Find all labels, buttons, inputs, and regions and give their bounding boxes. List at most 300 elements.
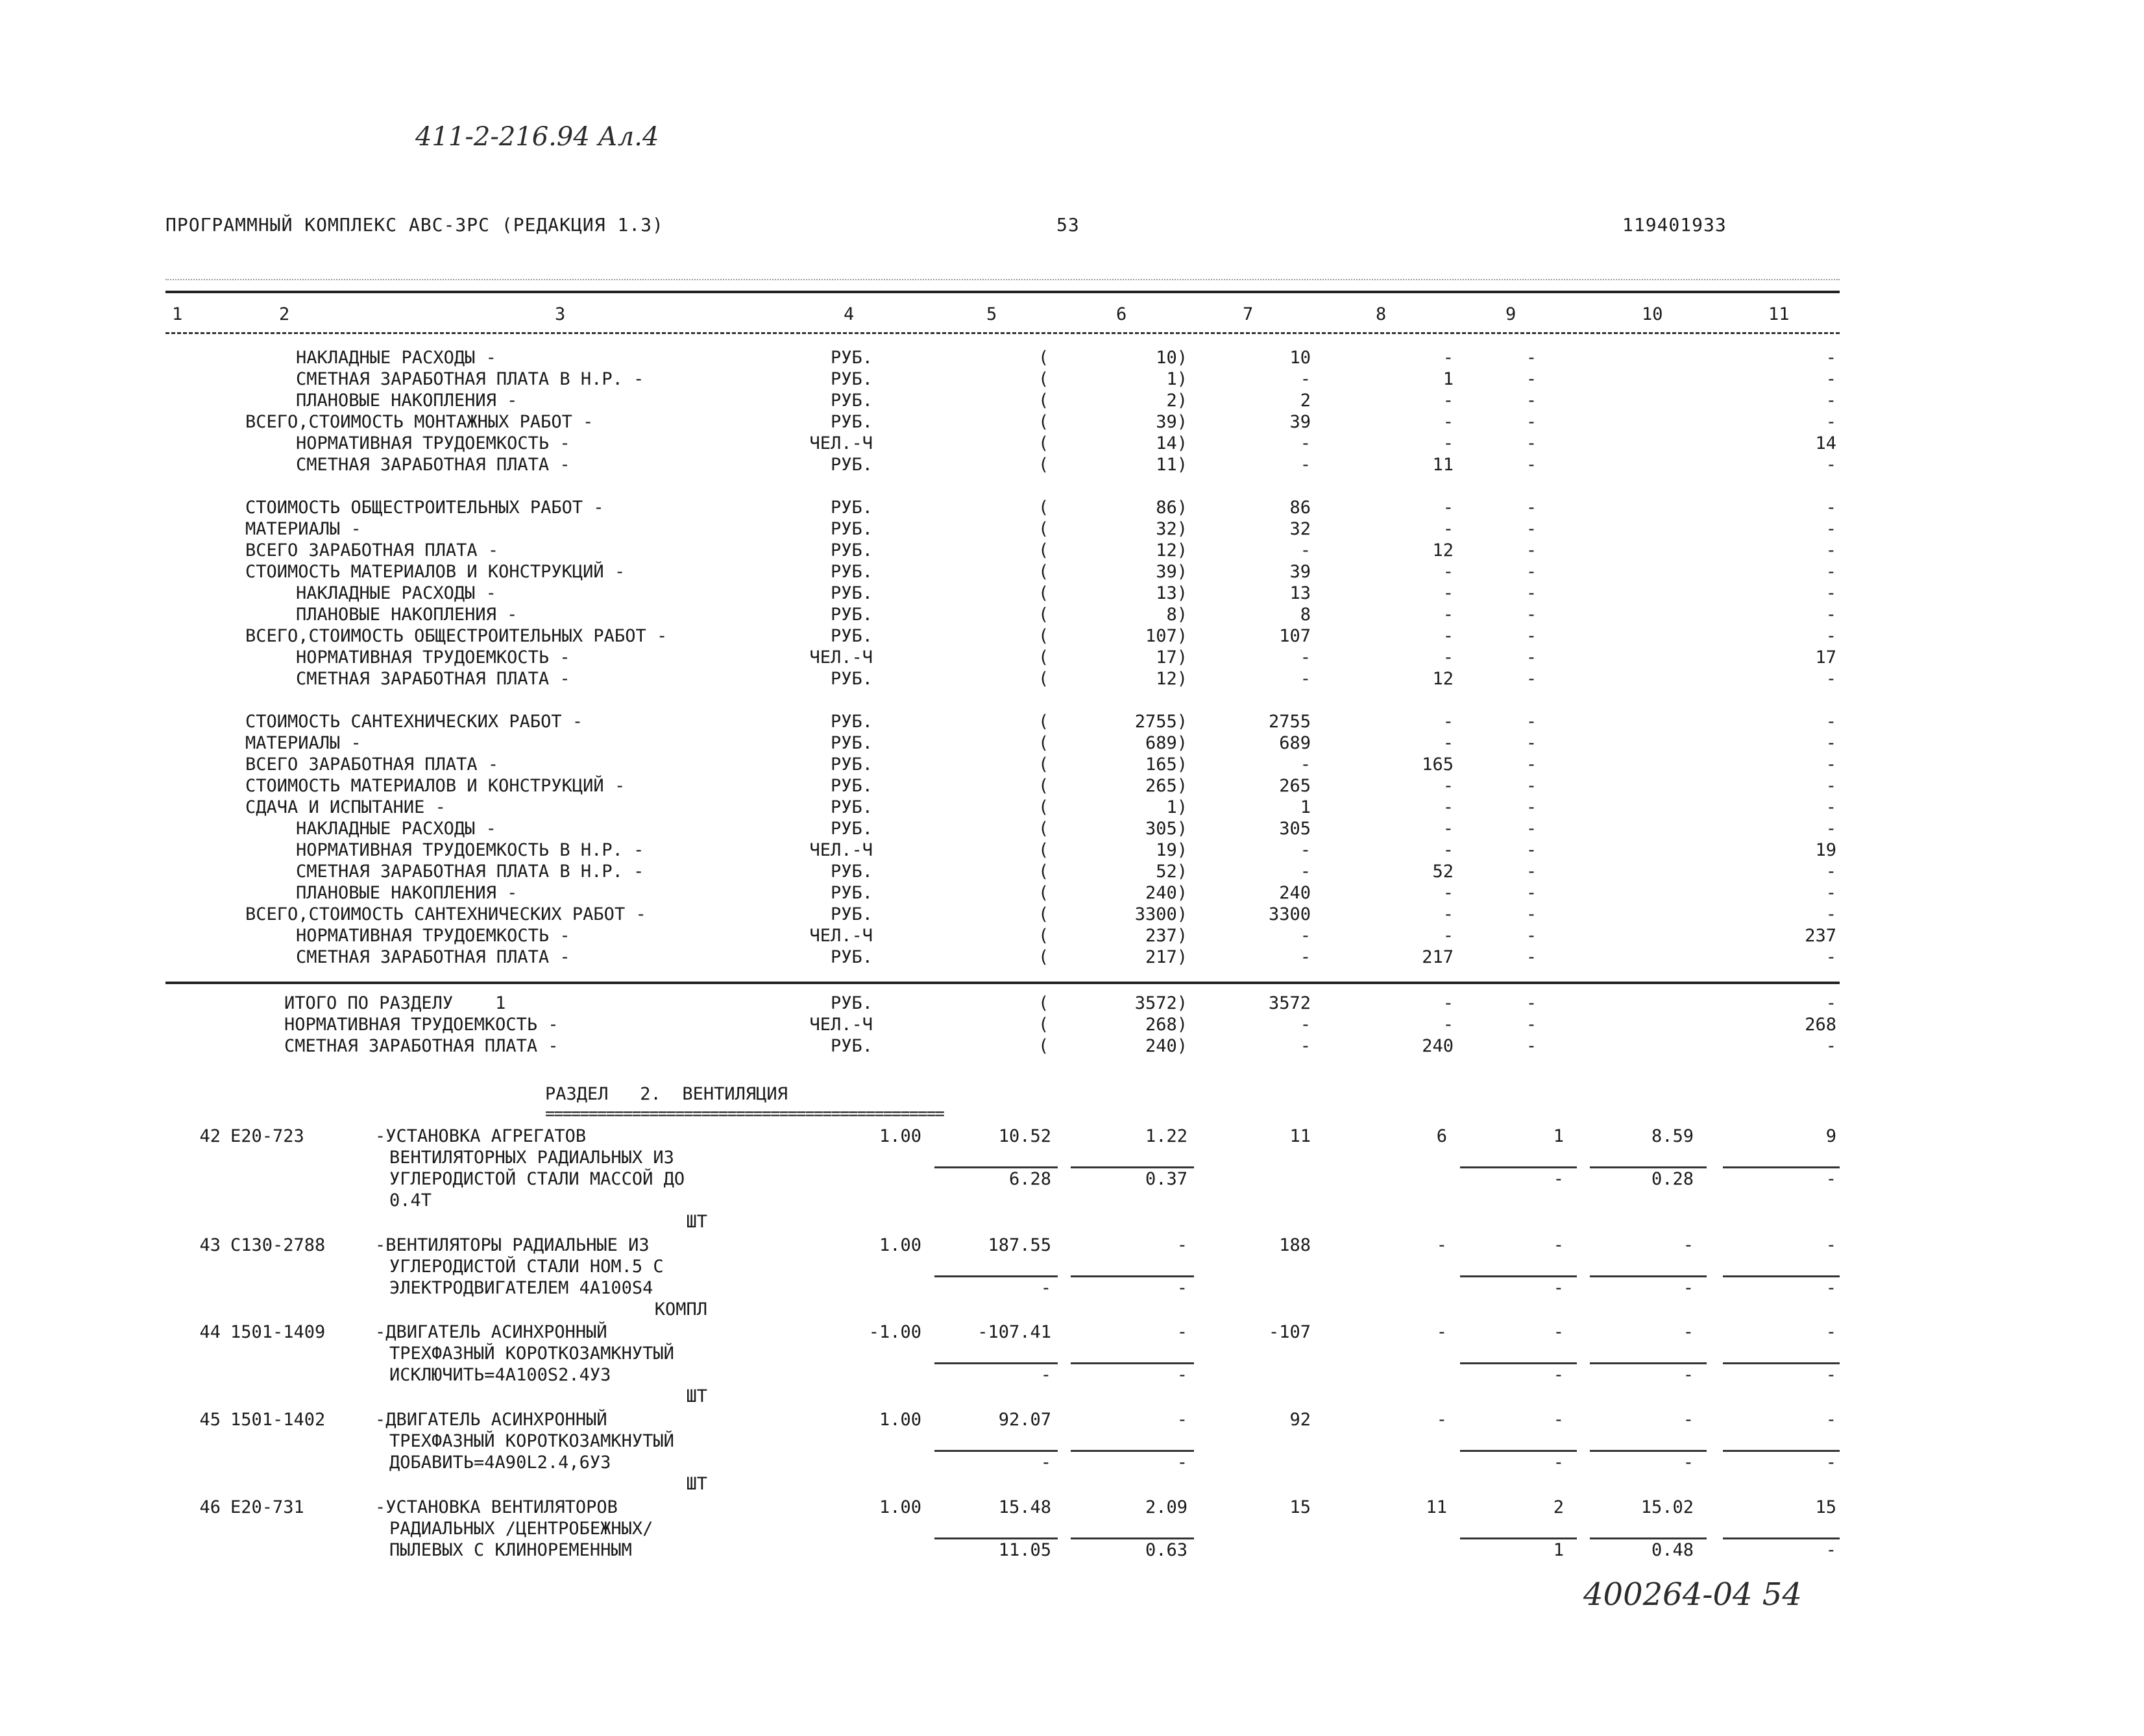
item-code: 1501-1409 <box>230 1322 326 1342</box>
summary-unit: ЧЕЛ.-Ч <box>809 647 873 668</box>
item-col9: - <box>1553 1322 1564 1342</box>
summary-label: ВСЕГО,СТОИМОСТЬ ОБЩЕСТРОИТЕЛЬНЫХ РАБОТ - <box>245 626 668 646</box>
summary-label: СТОИМОСТЬ САНТЕХНИЧЕСКИХ РАБОТ - <box>245 712 583 732</box>
section-title: РАЗДЕЛ 2. ВЕНТИЛЯЦИЯ <box>545 1084 788 1104</box>
column-number: 7 <box>1243 304 1254 324</box>
summary-col8: - <box>1443 883 1454 903</box>
summary-unit: РУБ. <box>830 583 873 603</box>
item-quantity: -1.00 <box>868 1322 921 1342</box>
summary-col6: 12) <box>1156 540 1188 561</box>
item-col9-lower: - <box>1553 1365 1564 1385</box>
item-quantity: 1.00 <box>879 1410 921 1430</box>
summary-col6: 165) <box>1145 754 1188 775</box>
summary-col11: 19 <box>1815 840 1836 860</box>
summary-col9: - <box>1526 605 1537 625</box>
summary-unit: РУБ. <box>830 391 873 411</box>
summary-col11: - <box>1825 412 1836 432</box>
summary-unit: ЧЕЛ.-Ч <box>809 433 873 453</box>
summary-col8: - <box>1443 433 1454 453</box>
summary-unit: РУБ. <box>830 712 873 732</box>
item-description-line: -УСТАНОВКА ВЕНТИЛЯТОРОВ <box>375 1497 618 1517</box>
summary-col8: - <box>1443 562 1454 582</box>
total-col7: 3572 <box>1268 993 1311 1013</box>
total-col8: - <box>1443 993 1454 1013</box>
total-col9: - <box>1526 993 1537 1013</box>
summary-col8: - <box>1443 840 1454 860</box>
summary-label: ПЛАНОВЫЕ НАКОПЛЕНИЯ - <box>296 883 518 903</box>
summary-col6: 13) <box>1156 583 1188 603</box>
item-description-line: РАДИАЛЬНЫХ /ЦЕНТРОБЕЖНЫХ/ <box>389 1519 653 1539</box>
summary-unit: РУБ. <box>830 412 873 432</box>
item-quantity: 1.00 <box>879 1497 921 1517</box>
column-number: 2 <box>279 304 290 324</box>
summary-label: ПЛАНОВЫЕ НАКОПЛЕНИЯ - <box>296 391 518 411</box>
item-col7: 11 <box>1289 1126 1311 1146</box>
item-price-total: 15.48 <box>998 1497 1051 1517</box>
item-quantity: 1.00 <box>879 1235 921 1255</box>
total-col8: 240 <box>1422 1036 1454 1056</box>
summary-col7: 8 <box>1300 605 1311 625</box>
total-col11: - <box>1825 993 1836 1013</box>
item-col10-lower: - <box>1683 1278 1694 1298</box>
summary-col6: 52) <box>1156 862 1188 882</box>
summary-col9: - <box>1526 797 1537 817</box>
summary-col9: - <box>1526 754 1537 775</box>
summary-col6: 240) <box>1145 883 1188 903</box>
item-col11: - <box>1825 1410 1836 1430</box>
summary-label: МАТЕРИАЛЫ - <box>245 519 361 539</box>
summary-col7: 2 <box>1300 391 1311 411</box>
summary-col7: 240 <box>1279 883 1311 903</box>
item-price-machine-wage: - <box>1176 1365 1188 1385</box>
total-col9: - <box>1526 1015 1537 1035</box>
summary-col9: - <box>1526 562 1537 582</box>
summary-paren: ( <box>1038 754 1049 775</box>
summary-label: СМЕТНАЯ ЗАРАБОТНАЯ ПЛАТА - <box>296 669 570 689</box>
item-price-wage: - <box>1176 1235 1188 1255</box>
summary-paren: ( <box>1038 647 1049 668</box>
summary-col8: 11 <box>1432 455 1454 475</box>
total-col6: 3572) <box>1134 993 1188 1013</box>
item-description-line: -ДВИГАТЕЛЬ АСИНХРОННЫЙ <box>375 1322 607 1342</box>
summary-col9: - <box>1526 433 1537 453</box>
column-number: 1 <box>172 304 183 324</box>
summary-col8: - <box>1443 819 1454 839</box>
summary-col6: 217) <box>1145 947 1188 967</box>
item-col11: 15 <box>1815 1497 1836 1517</box>
summary-col7: 10 <box>1289 348 1311 368</box>
summary-col9: - <box>1526 348 1537 368</box>
item-col9-lower: - <box>1553 1453 1564 1473</box>
summary-col8: - <box>1443 776 1454 796</box>
item-quantity: 1.00 <box>879 1126 921 1146</box>
column-number-rule <box>165 332 1840 334</box>
summary-col7: 39 <box>1289 412 1311 432</box>
program-title: ПРОГРАММНЫЙ КОМПЛЕКС АВС-3РС (РЕДАКЦИЯ 1.3) <box>165 214 664 235</box>
summary-col6: 2) <box>1166 391 1188 411</box>
total-unit: РУБ. <box>830 993 873 1013</box>
total-col7: - <box>1300 1036 1311 1056</box>
summary-col7: 39 <box>1289 562 1311 582</box>
header-dotted-rule <box>165 279 1840 280</box>
summary-col7: 107 <box>1279 626 1311 646</box>
summary-paren: ( <box>1038 819 1049 839</box>
total-paren: ( <box>1038 1015 1049 1035</box>
summary-unit: ЧЕЛ.-Ч <box>809 840 873 860</box>
item-price-total: 10.52 <box>998 1126 1051 1146</box>
item-col10: 15.02 <box>1640 1497 1694 1517</box>
item-col7: 15 <box>1289 1497 1311 1517</box>
section-total-rule <box>165 982 1840 984</box>
summary-unit: РУБ. <box>830 626 873 646</box>
total-col6: 240) <box>1145 1036 1188 1056</box>
summary-col11: - <box>1825 883 1836 903</box>
summary-paren: ( <box>1038 433 1049 453</box>
summary-unit: РУБ. <box>830 562 873 582</box>
item-description-line: ТРЕХФАЗНЫЙ КОРОТКОЗАМКНУТЫЙ <box>389 1431 674 1451</box>
item-col7: 188 <box>1279 1235 1311 1255</box>
column-number: 10 <box>1642 304 1663 324</box>
summary-col8: 1 <box>1443 369 1454 389</box>
summary-unit: РУБ. <box>830 904 873 924</box>
summary-label: НАКЛАДНЫЕ РАСХОДЫ - <box>296 583 496 603</box>
item-col8: - <box>1436 1322 1447 1342</box>
summary-col7: - <box>1300 433 1311 453</box>
summary-col9: - <box>1526 862 1537 882</box>
summary-unit: РУБ. <box>830 862 873 882</box>
summary-unit: ЧЕЛ.-Ч <box>809 926 873 946</box>
summary-unit: РУБ. <box>830 455 873 475</box>
summary-col8: 52 <box>1432 862 1454 882</box>
item-col11: 9 <box>1825 1126 1836 1146</box>
summary-paren: ( <box>1038 883 1049 903</box>
summary-col11: - <box>1825 754 1836 775</box>
summary-paren: ( <box>1038 583 1049 603</box>
item-code: Е20-723 <box>230 1126 304 1146</box>
item-col9-lower: - <box>1553 1169 1564 1189</box>
item-number: 42 <box>199 1126 221 1146</box>
summary-col11: - <box>1825 733 1836 753</box>
total-label: НОРМАТИВНАЯ ТРУДОЕМКОСТЬ - <box>284 1015 559 1035</box>
summary-col11: - <box>1825 669 1836 689</box>
summary-unit: РУБ. <box>830 819 873 839</box>
total-label: ИТОГО ПО РАЗДЕЛУ 1 <box>284 993 506 1013</box>
summary-col8: - <box>1443 412 1454 432</box>
total-col11: - <box>1825 1036 1836 1056</box>
item-col11-lower: - <box>1825 1540 1836 1560</box>
item-price-machines: - <box>1040 1453 1051 1473</box>
item-unit: ШТ <box>686 1474 707 1494</box>
item-code: Е20-731 <box>230 1497 304 1517</box>
summary-col6: 1) <box>1166 797 1188 817</box>
summary-paren: ( <box>1038 840 1049 860</box>
item-number: 44 <box>199 1322 221 1342</box>
summary-paren: ( <box>1038 669 1049 689</box>
summary-col7: - <box>1300 840 1311 860</box>
item-col10: - <box>1683 1410 1694 1430</box>
summary-paren: ( <box>1038 455 1049 475</box>
item-price-machines: 6.28 <box>1008 1169 1051 1189</box>
page-number: 53 <box>1056 214 1080 235</box>
summary-paren: ( <box>1038 947 1049 967</box>
summary-paren: ( <box>1038 776 1049 796</box>
item-col8: - <box>1436 1235 1447 1255</box>
summary-col8: - <box>1443 797 1454 817</box>
item-col10-lower: 0.28 <box>1651 1169 1694 1189</box>
item-price-wage: 1.22 <box>1145 1126 1188 1146</box>
summary-col9: - <box>1526 883 1537 903</box>
summary-unit: РУБ. <box>830 605 873 625</box>
summary-col9: - <box>1526 647 1537 668</box>
summary-col9: - <box>1526 540 1537 561</box>
summary-col7: - <box>1300 669 1311 689</box>
summary-col9: - <box>1526 733 1537 753</box>
section-title-underline: ============================================== <box>545 1104 944 1123</box>
item-price-machine-wage: 0.37 <box>1145 1169 1188 1189</box>
summary-col11: - <box>1825 605 1836 625</box>
item-description-line: ТРЕХФАЗНЫЙ КОРОТКОЗАМКНУТЫЙ <box>389 1344 674 1364</box>
summary-col6: 12) <box>1156 669 1188 689</box>
summary-col8: 12 <box>1432 669 1454 689</box>
summary-paren: ( <box>1038 733 1049 753</box>
summary-col9: - <box>1526 947 1537 967</box>
total-col6: 268) <box>1145 1015 1188 1035</box>
item-col11-lower: - <box>1825 1169 1836 1189</box>
summary-col6: 265) <box>1145 776 1188 796</box>
column-number: 11 <box>1768 304 1790 324</box>
summary-label: ВСЕГО,СТОИМОСТЬ САНТЕХНИЧЕСКИХ РАБОТ - <box>245 904 646 924</box>
column-number: 3 <box>555 304 566 324</box>
summary-unit: РУБ. <box>830 776 873 796</box>
summary-unit: РУБ. <box>830 754 873 775</box>
summary-col6: 107) <box>1145 626 1188 646</box>
item-price-machine-wage: - <box>1176 1453 1188 1473</box>
summary-col7: - <box>1300 540 1311 561</box>
item-col8: 6 <box>1436 1126 1447 1146</box>
item-col11-lower: - <box>1825 1453 1836 1473</box>
item-col10: - <box>1683 1235 1694 1255</box>
summary-label: НОРМАТИВНАЯ ТРУДОЕМКОСТЬ - <box>296 926 570 946</box>
total-col7: - <box>1300 1015 1311 1035</box>
summary-col7: 265 <box>1279 776 1311 796</box>
summary-paren: ( <box>1038 712 1049 732</box>
summary-col7: - <box>1300 926 1311 946</box>
summary-col6: 10) <box>1156 348 1188 368</box>
summary-col6: 17) <box>1156 647 1188 668</box>
summary-col9: - <box>1526 369 1537 389</box>
summary-col7: - <box>1300 369 1311 389</box>
summary-label: СТОИМОСТЬ МАТЕРИАЛОВ И КОНСТРУКЦИЙ - <box>245 562 626 582</box>
item-description-line: УГЛЕРОДИСТОЙ СТАЛИ НОМ.5 С <box>389 1257 664 1277</box>
summary-label: НАКЛАДНЫЕ РАСХОДЫ - <box>296 819 496 839</box>
summary-col11: - <box>1825 455 1836 475</box>
summary-col6: 39) <box>1156 562 1188 582</box>
column-number: 5 <box>986 304 997 324</box>
summary-label: ВСЕГО ЗАРАБОТНАЯ ПЛАТА - <box>245 540 499 561</box>
summary-col8: 12 <box>1432 540 1454 561</box>
summary-paren: ( <box>1038 391 1049 411</box>
summary-col6: 86) <box>1156 498 1188 518</box>
summary-paren: ( <box>1038 562 1049 582</box>
summary-label: ВСЕГО,СТОИМОСТЬ МОНТАЖНЫХ РАБОТ - <box>245 412 594 432</box>
summary-paren: ( <box>1038 862 1049 882</box>
summary-col9: - <box>1526 626 1537 646</box>
summary-col7: 305 <box>1279 819 1311 839</box>
item-price-total: 187.55 <box>988 1235 1051 1255</box>
total-col9: - <box>1526 1036 1537 1056</box>
summary-label: СДАЧА И ИСПЫТАНИЕ - <box>245 797 446 817</box>
summary-col8: 165 <box>1422 754 1454 775</box>
item-code: 1501-1402 <box>230 1410 326 1430</box>
summary-col6: 237) <box>1145 926 1188 946</box>
item-col10-lower: - <box>1683 1453 1694 1473</box>
item-col10: 8.59 <box>1651 1126 1694 1146</box>
summary-col9: - <box>1526 926 1537 946</box>
item-col11: - <box>1825 1322 1836 1342</box>
summary-paren: ( <box>1038 540 1049 561</box>
item-unit: ШТ <box>686 1212 707 1232</box>
summary-col9: - <box>1526 819 1537 839</box>
item-description-line: ИСКЛЮЧИТЬ=4А100S2.4У3 <box>389 1365 611 1385</box>
summary-col8: - <box>1443 348 1454 368</box>
summary-col11: - <box>1825 947 1836 967</box>
item-description-line: -ДВИГАТЕЛЬ АСИНХРОННЫЙ <box>375 1410 607 1430</box>
summary-label: НОРМАТИВНАЯ ТРУДОЕМКОСТЬ - <box>296 433 570 453</box>
item-col9-lower: 1 <box>1553 1540 1564 1560</box>
item-col7: -107 <box>1268 1322 1311 1342</box>
summary-col7: - <box>1300 862 1311 882</box>
total-paren: ( <box>1038 1036 1049 1056</box>
summary-col9: - <box>1526 840 1537 860</box>
summary-col9: - <box>1526 583 1537 603</box>
summary-col6: 32) <box>1156 519 1188 539</box>
summary-unit: РУБ. <box>830 947 873 967</box>
summary-paren: ( <box>1038 412 1049 432</box>
summary-col9: - <box>1526 455 1537 475</box>
summary-col8: - <box>1443 391 1454 411</box>
summary-col9: - <box>1526 776 1537 796</box>
item-col9: - <box>1553 1410 1564 1430</box>
item-number: 46 <box>199 1497 221 1517</box>
summary-col11: - <box>1825 862 1836 882</box>
summary-label: СМЕТНАЯ ЗАРАБОТНАЯ ПЛАТА В Н.Р. - <box>296 862 644 882</box>
summary-col8: - <box>1443 647 1454 668</box>
summary-paren: ( <box>1038 348 1049 368</box>
summary-paren: ( <box>1038 369 1049 389</box>
summary-label: СМЕТНАЯ ЗАРАБОТНАЯ ПЛАТА - <box>296 947 570 967</box>
item-col9: - <box>1553 1235 1564 1255</box>
column-number: 8 <box>1376 304 1387 324</box>
item-description-line: -ВЕНТИЛЯТОРЫ РАДИАЛЬНЫЕ ИЗ <box>375 1235 650 1255</box>
summary-col7: - <box>1300 647 1311 668</box>
summary-unit: РУБ. <box>830 883 873 903</box>
item-col9-lower: - <box>1553 1278 1564 1298</box>
summary-col6: 11) <box>1156 455 1188 475</box>
item-number: 45 <box>199 1410 221 1430</box>
summary-col6: 689) <box>1145 733 1188 753</box>
summary-col6: 305) <box>1145 819 1188 839</box>
summary-col7: - <box>1300 754 1311 775</box>
summary-col6: 1) <box>1166 369 1188 389</box>
item-col10-lower: - <box>1683 1365 1694 1385</box>
summary-paren: ( <box>1038 904 1049 924</box>
item-col8: - <box>1436 1410 1447 1430</box>
summary-col9: - <box>1526 412 1537 432</box>
summary-label: НОРМАТИВНАЯ ТРУДОЕМКОСТЬ - <box>296 647 570 668</box>
item-description-line: -УСТАНОВКА АГРЕГАТОВ <box>375 1126 587 1146</box>
summary-col11: - <box>1825 797 1836 817</box>
summary-col11: - <box>1825 348 1836 368</box>
column-number: 9 <box>1505 304 1517 324</box>
item-description-line: ВЕНТИЛЯТОРНЫХ РАДИАЛЬНЫХ ИЗ <box>389 1148 674 1168</box>
item-price-total: 92.07 <box>998 1410 1051 1430</box>
footer-handwritten-note: 400264-04 54 <box>1583 1576 1802 1613</box>
item-price-machine-wage: 0.63 <box>1145 1540 1188 1560</box>
item-col9: 2 <box>1553 1497 1564 1517</box>
item-price-machines: - <box>1040 1278 1051 1298</box>
item-col9: 1 <box>1553 1126 1564 1146</box>
summary-col11: 14 <box>1815 433 1836 453</box>
summary-col11: 237 <box>1805 926 1836 946</box>
summary-col7: 32 <box>1289 519 1311 539</box>
item-price-machines: 11.05 <box>998 1540 1051 1560</box>
summary-unit: РУБ. <box>830 369 873 389</box>
item-price-wage: 2.09 <box>1145 1497 1188 1517</box>
summary-col7: 3300 <box>1268 904 1311 924</box>
summary-paren: ( <box>1038 926 1049 946</box>
item-col8: 11 <box>1426 1497 1447 1517</box>
column-number: 6 <box>1116 304 1127 324</box>
total-label: СМЕТНАЯ ЗАРАБОТНАЯ ПЛАТА - <box>284 1036 559 1056</box>
item-description-line: 0.4Т <box>389 1190 432 1211</box>
item-col7: 92 <box>1289 1410 1311 1430</box>
item-number: 43 <box>199 1235 221 1255</box>
item-code: С130-2788 <box>230 1235 326 1255</box>
summary-label: СМЕТНАЯ ЗАРАБОТНАЯ ПЛАТА В Н.Р. - <box>296 369 644 389</box>
summary-col8: - <box>1443 583 1454 603</box>
summary-unit: РУБ. <box>830 733 873 753</box>
item-price-wage: - <box>1176 1322 1188 1342</box>
item-description-line: ЭЛЕКТРОДВИГАТЕЛЕМ 4А100S4 <box>389 1278 653 1298</box>
summary-col6: 39) <box>1156 412 1188 432</box>
summary-col11: - <box>1825 626 1836 646</box>
summary-col8: - <box>1443 605 1454 625</box>
summary-col9: - <box>1526 712 1537 732</box>
item-unit: ШТ <box>686 1386 707 1406</box>
summary-col7: 1 <box>1300 797 1311 817</box>
summary-col9: - <box>1526 519 1537 539</box>
summary-unit: РУБ. <box>830 797 873 817</box>
total-col11: 268 <box>1805 1015 1836 1035</box>
summary-col9: - <box>1526 904 1537 924</box>
summary-col8: - <box>1443 626 1454 646</box>
item-description-line: ДОБАВИТЬ=4А90L2.4,6У3 <box>389 1453 611 1473</box>
item-unit: КОМПЛ <box>654 1299 707 1320</box>
item-col11: - <box>1825 1235 1836 1255</box>
summary-col6: 2755) <box>1134 712 1188 732</box>
summary-paren: ( <box>1038 519 1049 539</box>
summary-unit: РУБ. <box>830 540 873 561</box>
item-description-line: ПЫЛЕВЫХ С КЛИНОРЕМЕННЫМ <box>389 1540 632 1560</box>
item-price-wage: - <box>1176 1410 1188 1430</box>
summary-col9: - <box>1526 391 1537 411</box>
summary-col8: - <box>1443 926 1454 946</box>
summary-label: ПЛАНОВЫЕ НАКОПЛЕНИЯ - <box>296 605 518 625</box>
summary-unit: РУБ. <box>830 348 873 368</box>
summary-col11: - <box>1825 369 1836 389</box>
summary-unit: РУБ. <box>830 498 873 518</box>
summary-col11: - <box>1825 712 1836 732</box>
